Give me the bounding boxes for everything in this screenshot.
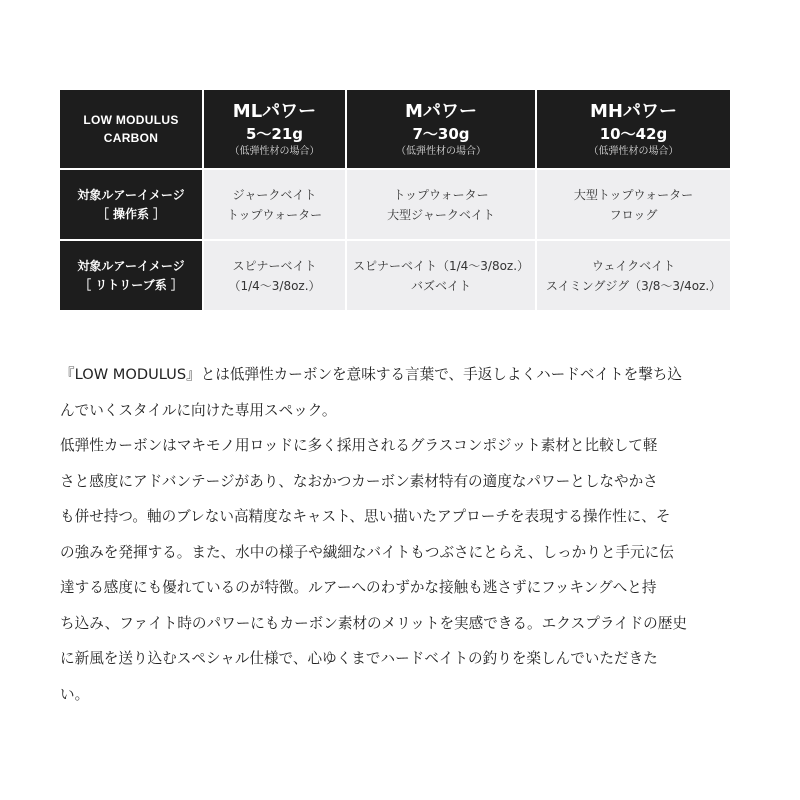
description-line: 『LOW MODULUS』とは低弾性カーボンを意味する言葉で、手返しよくハードベイトを撃ち込: [60, 366, 683, 383]
corner-cell: [60, 90, 203, 169]
power-name: MHパワー: [590, 100, 677, 122]
table-cell: [203, 240, 346, 310]
cell-line: ジャークベイト: [232, 187, 317, 202]
table-cell: [346, 240, 536, 310]
cell-line: スピナーベイト（1/4〜3/8oz.）: [352, 258, 530, 273]
description-line: さと感度にアドバンテージがあり、なおかつカーボン素材特有の適度なパワーとしなやかさ: [60, 472, 658, 490]
table-cell: [346, 169, 536, 240]
table-cell: [536, 169, 730, 240]
cell-line: バズベイト: [410, 278, 471, 293]
row-label: [60, 240, 203, 310]
description-line: 達する感度にも優れているのが特徴。ルアーへのわずかな接触も逃さずにフッキングへと持: [60, 579, 657, 596]
cell-line: 大型ジャークベイト: [387, 207, 495, 222]
row-label-line: 対象ルアーイメージ: [77, 187, 185, 202]
column-header-m: [346, 90, 536, 169]
description-line: に新風を送り込むスペシャル仕様で、心ゆくまでハードベイトの釣りを楽しんでいただきた: [60, 650, 658, 667]
power-name: Mパワー: [405, 100, 477, 122]
power-note: （低弾性材の場合）: [396, 145, 486, 157]
table-row-operation: [60, 169, 730, 240]
corner-line: CARBON: [103, 131, 159, 145]
power-range: 10〜42g: [599, 124, 668, 143]
column-header-ml: [203, 90, 346, 169]
power-note: （低弾性材の場合）: [588, 145, 679, 157]
description-line: も併せ持つ。軸のブレない高精度なキャスト、思い描いたアプローチを表現する操作性に、そ: [60, 508, 671, 525]
cell-line: フロッグ: [609, 207, 658, 222]
cell-line: （1/4〜3/8oz.）: [228, 278, 321, 293]
description-line: の強みを発揮する。また、水中の様子や繊細なバイトもつぶさにとらえ、しっかりと手元に伝: [60, 543, 674, 561]
cell-line: スイミングジグ（3/8〜3/4oz.）: [545, 278, 722, 293]
description-line: ち込み、ファイト時のパワーにもカーボン素材のメリットを実感できる。エクスプライドの歴史: [60, 614, 687, 632]
row-label-line: 対象ルアーイメージ: [77, 258, 185, 273]
description-line: い。: [60, 685, 90, 703]
cell-line: トップウォーター: [226, 207, 323, 222]
corner-line: LOW MODULUS: [83, 113, 179, 127]
cell-line: ウェイクベイト: [591, 258, 676, 273]
column-header-mh: [536, 90, 730, 169]
table-cell: [203, 169, 346, 240]
row-label: [60, 169, 203, 240]
cell-line: トップウォーター: [393, 187, 489, 202]
description-line: 低弾性カーボンはマキモノ用ロッドに多く採用されるグラスコンポジット素材と比較して軽: [60, 437, 658, 454]
power-range: 7〜30g: [412, 124, 470, 143]
table-cell: [536, 240, 730, 310]
power-name: MLパワー: [232, 100, 317, 122]
power-range: 5〜21g: [245, 124, 304, 143]
table-header-row: [60, 90, 730, 169]
cell-line: スピナーベイト: [232, 258, 317, 273]
spec-table: [60, 90, 730, 310]
cell-line: 大型トップウォーター: [573, 187, 694, 202]
row-label-line: ［ 操作系 ］: [96, 206, 166, 221]
row-label-line: ［ リトリーブ系 ］: [79, 277, 183, 292]
description-line: んでいくスタイルに向けた専用スペック。: [60, 401, 337, 419]
power-note: （低弾性材の場合）: [229, 145, 320, 157]
table-row-retrieve: [60, 240, 730, 310]
description-paragraph: [60, 357, 742, 712]
